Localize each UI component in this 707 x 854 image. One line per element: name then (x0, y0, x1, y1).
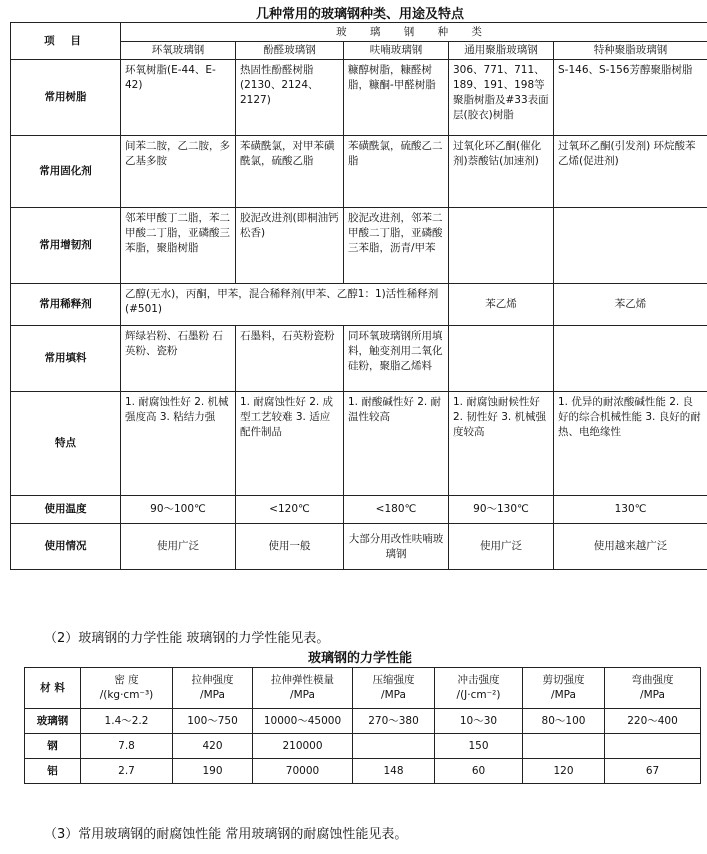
table-cell: 胶泥改进剂(即桐油钙松香) (236, 208, 344, 284)
table-row (11, 136, 707, 208)
table-cell: 辉绿岩粉、石墨粉 石英粉、瓷粉 (121, 326, 236, 392)
header-group: 玻 璃 钢 种 类 (121, 23, 707, 42)
table-cell-merged: 乙醇(无水)，丙酮，甲苯，混合稀释剂(甲苯、乙醇1：1)活性稀释剂(#501) (121, 284, 449, 326)
table-cell: 苯磺酰氯，对甲苯磺酰氯，硫酸乙脂 (236, 136, 344, 208)
table-cell: 306、771、711、189、191、198等聚脂树脂及#33表面层(胶衣)树脂 (449, 60, 554, 136)
table1-title: 几种常用的玻璃钢种类、用途及特点 (255, 7, 464, 22)
column-header: 环氧玻璃钢 (121, 42, 236, 60)
table-cell: 同环氧玻璃钢所用填料，触变剂用二氧化硅粉，聚脂乙烯料 (344, 326, 449, 392)
table-cell: 80～100 (523, 709, 605, 734)
table-cell: 大部分用改性呋喃玻璃钢 (344, 524, 449, 570)
header-top: 密 度 (114, 674, 139, 686)
table-cell: 过氧环乙酮(引发剂) 环烷酸苯乙烯(促进剂) (554, 136, 707, 208)
header-item: 项 目 (11, 23, 121, 60)
header-unit: /MPa (551, 689, 576, 701)
table-row (25, 709, 701, 734)
table-row (11, 496, 707, 524)
header-top: 拉伸强度 (191, 674, 234, 686)
header-unit: /MPa (640, 689, 665, 701)
table-cell: 1. 耐腐蚀性好 2. 成型工艺较难 3. 适应配件制品 (236, 392, 344, 496)
column-header: 呋喃玻璃钢 (344, 42, 449, 60)
table-cell: 10000～45000 (253, 709, 353, 734)
header-unit: /(kg·cm⁻³) (99, 689, 154, 701)
table-cell: 120 (523, 759, 605, 784)
table-cell: 100～750 (173, 709, 253, 734)
column-header (523, 668, 605, 709)
table-cell: 1.4～2.2 (81, 709, 173, 734)
header-top: 拉伸弹性模量 (271, 674, 334, 686)
table-cell: 70000 (253, 759, 353, 784)
table-cell: 1. 耐腐蚀耐候性好 2. 韧性好 3. 机械强度较高 (449, 392, 554, 496)
row-label: 常用稀释剂 (11, 284, 121, 326)
table-cell: 邻苯甲酸丁二脂，苯二甲酸二丁脂，亚磷酸三苯脂，聚脂树脂 (121, 208, 236, 284)
table-cell: 苯乙烯 (449, 284, 554, 326)
row-label: 常用填料 (11, 326, 121, 392)
paragraph-corrosion: （3）常用玻璃钢的耐腐蚀性能 常用玻璃钢的耐腐蚀性能见表。 (44, 827, 408, 842)
table-cell: 苯磺酰氯，硫酸乙二脂 (344, 136, 449, 208)
column-header: 通用聚脂玻璃钢 (449, 42, 554, 60)
table-cell: 10～30 (435, 709, 523, 734)
table-cell: 石墨料，石英粉瓷粉 (236, 326, 344, 392)
table-row (11, 60, 707, 136)
table-cell: 使用一般 (236, 524, 344, 570)
column-header: 特种聚脂玻璃钢 (554, 42, 707, 60)
table-row (25, 734, 701, 759)
table-cell: 1. 耐腐蚀性好 2. 机械强度高 3. 粘结力强 (121, 392, 236, 496)
column-header: 酚醛玻璃钢 (236, 42, 344, 60)
table-header-row (25, 668, 701, 709)
table-cell: 148 (353, 759, 435, 784)
table-cell: 环氧树脂(E-44、E-42) (121, 60, 236, 136)
table-cell: 67 (605, 759, 701, 784)
table-cell: 2.7 (81, 759, 173, 784)
table-cell: <180℃ (344, 496, 449, 524)
column-header (605, 668, 701, 709)
table-cell: 热固性酚醛树脂(2130、2124、2127) (236, 60, 344, 136)
table-cell: 1. 耐酸碱性好 2. 耐温性较高 (344, 392, 449, 496)
header-top: 剪切强度 (542, 674, 585, 686)
column-header (81, 668, 173, 709)
table-row (25, 759, 701, 784)
row-label: 常用增韧剂 (11, 208, 121, 284)
column-header (25, 668, 81, 709)
table-cell (554, 326, 707, 392)
row-label: 使用温度 (11, 496, 121, 524)
table-cell: 苯乙烯 (554, 284, 707, 326)
column-header (173, 668, 253, 709)
column-header (253, 668, 353, 709)
paragraph-mechanical: （2）玻璃钢的力学性能 玻璃钢的力学性能见表。 (44, 631, 330, 646)
table-cell (605, 734, 701, 759)
table-row (11, 284, 707, 326)
table-row (11, 524, 707, 570)
table-cell (523, 734, 605, 759)
table-cell: 7.8 (81, 734, 173, 759)
table-row (11, 326, 707, 392)
frp-types-table (10, 22, 707, 570)
header-unit: /MPa (381, 689, 406, 701)
table-cell: 190 (173, 759, 253, 784)
table-cell: 220～400 (605, 709, 701, 734)
header-top: 冲击强度 (457, 674, 500, 686)
table-cell: 210000 (253, 734, 353, 759)
table-header-row (11, 23, 707, 42)
header-unit: /MPa (200, 689, 225, 701)
header-top: 材 料 (40, 681, 65, 694)
table-cell (353, 734, 435, 759)
table-cell: 270～380 (353, 709, 435, 734)
mechanical-properties-table (24, 667, 701, 784)
table-row (11, 392, 707, 496)
table-cell: 150 (435, 734, 523, 759)
table-cell: 间苯二胺，乙二胺，多乙基多胺 (121, 136, 236, 208)
table-cell: 90～100℃ (121, 496, 236, 524)
table-cell: 130℃ (554, 496, 707, 524)
table-cell: 使用越来越广泛 (554, 524, 707, 570)
row-label: 钢 (25, 734, 81, 759)
table-cell: S-146、S-156芳醇聚脂树脂 (554, 60, 707, 136)
table2-title: 玻璃钢的力学性能 (307, 651, 412, 666)
column-header (353, 668, 435, 709)
table-row (11, 208, 707, 284)
table-cell: 60 (435, 759, 523, 784)
table-cell: 90～130℃ (449, 496, 554, 524)
table-cell (554, 208, 707, 284)
table-cell (449, 208, 554, 284)
table-cell (449, 326, 554, 392)
header-unit: /(J·cm⁻²) (456, 689, 501, 701)
row-label: 使用情况 (11, 524, 121, 570)
table-cell: 过氧化环乙酮(催化剂)萘酸钴(加速剂) (449, 136, 554, 208)
header-top: 压缩强度 (372, 674, 415, 686)
table-cell: 420 (173, 734, 253, 759)
table-cell: 使用广泛 (121, 524, 236, 570)
table-cell: <120℃ (236, 496, 344, 524)
row-label: 常用树脂 (11, 60, 121, 136)
header-top: 弯曲强度 (631, 674, 674, 686)
table-cell: 糠醇树脂，糠醛树脂，糠酮-甲醛树脂 (344, 60, 449, 136)
row-label: 特点 (11, 392, 121, 496)
column-header (435, 668, 523, 709)
row-label: 玻璃钢 (25, 709, 81, 734)
header-unit: /MPa (290, 689, 315, 701)
row-label: 常用固化剂 (11, 136, 121, 208)
table-cell: 使用广泛 (449, 524, 554, 570)
row-label: 铝 (25, 759, 81, 784)
table-cell: 1. 优异的耐浓酸碱性能 2. 良好的综合机械性能 3. 良好的耐热、电绝缘性 (554, 392, 707, 496)
table-cell: 胶泥改进剂，邻苯二甲酸二丁脂，亚磷酸三苯脂，沥青/甲苯 (344, 208, 449, 284)
